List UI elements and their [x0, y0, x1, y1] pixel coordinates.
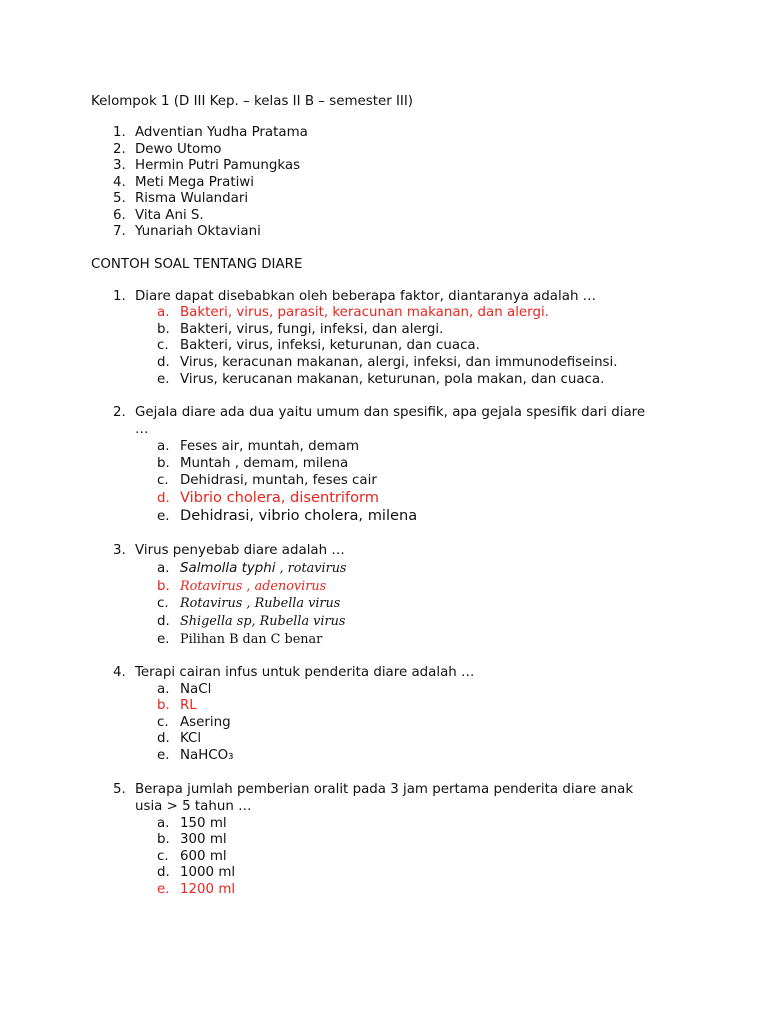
option-letter: e.: [157, 748, 170, 763]
option-text: Virus, keracunan makanan, alergi, infeksi, dan immunodefiseinsi.: [180, 355, 618, 370]
option-text: Feses air, muntah, demam: [180, 439, 360, 454]
option-text: Virus, kerucanan makanan, keturunan, pola makan, dan cuaca.: [180, 372, 605, 387]
question-number: 3.: [113, 543, 126, 558]
option-text: KCl: [180, 731, 202, 746]
option-text-part: Salmolla typhi: [180, 561, 276, 576]
option-text: 1000 ml: [180, 865, 236, 880]
option-letter: a.: [157, 816, 170, 831]
option-text-correct: Rotavirus , adenovirus: [180, 579, 327, 594]
option-letter: b.: [157, 698, 170, 713]
group-heading: Kelompok 1 (D III Kep. – kelas II B – semester III): [91, 94, 414, 109]
option-letter: b.: [157, 456, 170, 471]
option-text: Asering: [180, 715, 231, 730]
question-text: Terapi cairan infus untuk penderita diare adalah …: [135, 665, 475, 680]
member-number: 3.: [113, 158, 126, 173]
option-letter: e.: [157, 509, 170, 524]
option-text: Dehidrasi, vibrio cholera, milena: [180, 507, 418, 524]
member-number: 5.: [113, 191, 126, 206]
option-letter: c.: [157, 596, 169, 611]
option-text: Rotavirus , Rubella virus: [180, 596, 341, 611]
option-text: 150 ml: [180, 816, 227, 831]
option-letter: b.: [157, 579, 170, 594]
member-name: Dewo Utomo: [135, 142, 222, 157]
option-text-correct: Bakteri, virus, parasit, keracunan makanan, dan alergi.: [180, 305, 549, 320]
question-number: 1.: [113, 289, 126, 304]
option-text: Pilihan B dan C benar: [180, 632, 323, 647]
member-number: 4.: [113, 175, 126, 190]
member-number: 1.: [113, 125, 126, 140]
option-text: NaHCO₃: [180, 748, 234, 763]
option-letter: e.: [157, 632, 170, 647]
option-text-part: , rotavirus: [275, 561, 347, 576]
question-text-continued: usia > 5 tahun …: [135, 799, 252, 814]
option-letter: c.: [157, 715, 169, 730]
question-text: Berapa jumlah pemberian oralit pada 3 jam pertama penderita diare anak: [135, 782, 634, 797]
question-text: Virus penyebab diare adalah …: [135, 543, 345, 558]
option-text-correct: 1200 ml: [180, 882, 236, 897]
question-text-continued: …: [135, 422, 149, 437]
option-letter: a.: [157, 305, 170, 320]
option-letter: b.: [157, 832, 170, 847]
option-text: Muntah , demam, milena: [180, 456, 349, 471]
option-letter: d.: [157, 491, 170, 506]
option-letter: e.: [157, 882, 170, 897]
option-letter: e.: [157, 372, 170, 387]
member-name: Adventian Yudha Pratama: [135, 125, 308, 140]
member-number: 2.: [113, 142, 126, 157]
option-letter: c.: [157, 338, 169, 353]
option-text-correct: RL: [180, 698, 197, 713]
option-text: Dehidrasi, muntah, feses cair: [180, 473, 377, 488]
member-name: Yunariah Oktaviani: [135, 224, 261, 239]
question-text: Gejala diare ada dua yaitu umum dan spesifik, apa gejala spesifik dari diare: [135, 405, 646, 420]
option-text: Bakteri, virus, fungi, infeksi, dan alergi.: [180, 322, 444, 337]
option-text: Bakteri, virus, infeksi, keturunan, dan cuaca.: [180, 338, 480, 353]
option-letter: b.: [157, 322, 170, 337]
member-name: Vita Ani S.: [135, 208, 204, 223]
question-number: 4.: [113, 665, 126, 680]
option-text: [180, 560, 347, 577]
section-title: CONTOH SOAL TENTANG DIARE: [91, 257, 303, 272]
question-number: 5.: [113, 782, 126, 797]
option-text: 600 ml: [180, 849, 227, 864]
option-text: 300 ml: [180, 832, 227, 847]
option-letter: d.: [157, 355, 170, 370]
question-number: 2.: [113, 405, 126, 420]
member-name: Meti Mega Pratiwi: [135, 175, 254, 190]
member-name: Risma Wulandari: [135, 191, 249, 206]
member-number: 7.: [113, 224, 126, 239]
member-name: Hermin Putri Pamungkas: [135, 158, 301, 173]
option-letter: c.: [157, 473, 169, 488]
option-letter: d.: [157, 731, 170, 746]
option-letter: a.: [157, 439, 170, 454]
option-letter: c.: [157, 849, 169, 864]
option-letter: a.: [157, 682, 170, 697]
option-text: Shigella sp, Rubella virus: [180, 614, 346, 629]
member-number: 6.: [113, 208, 126, 223]
option-text: NaCl: [180, 682, 212, 697]
option-letter: d.: [157, 614, 170, 629]
option-text-correct: Vibrio cholera, disentriform: [180, 489, 380, 506]
option-letter: d.: [157, 865, 170, 880]
option-letter: a.: [157, 561, 170, 576]
question-text: Diare dapat disebabkan oleh beberapa faktor, diantaranya adalah …: [135, 289, 597, 304]
